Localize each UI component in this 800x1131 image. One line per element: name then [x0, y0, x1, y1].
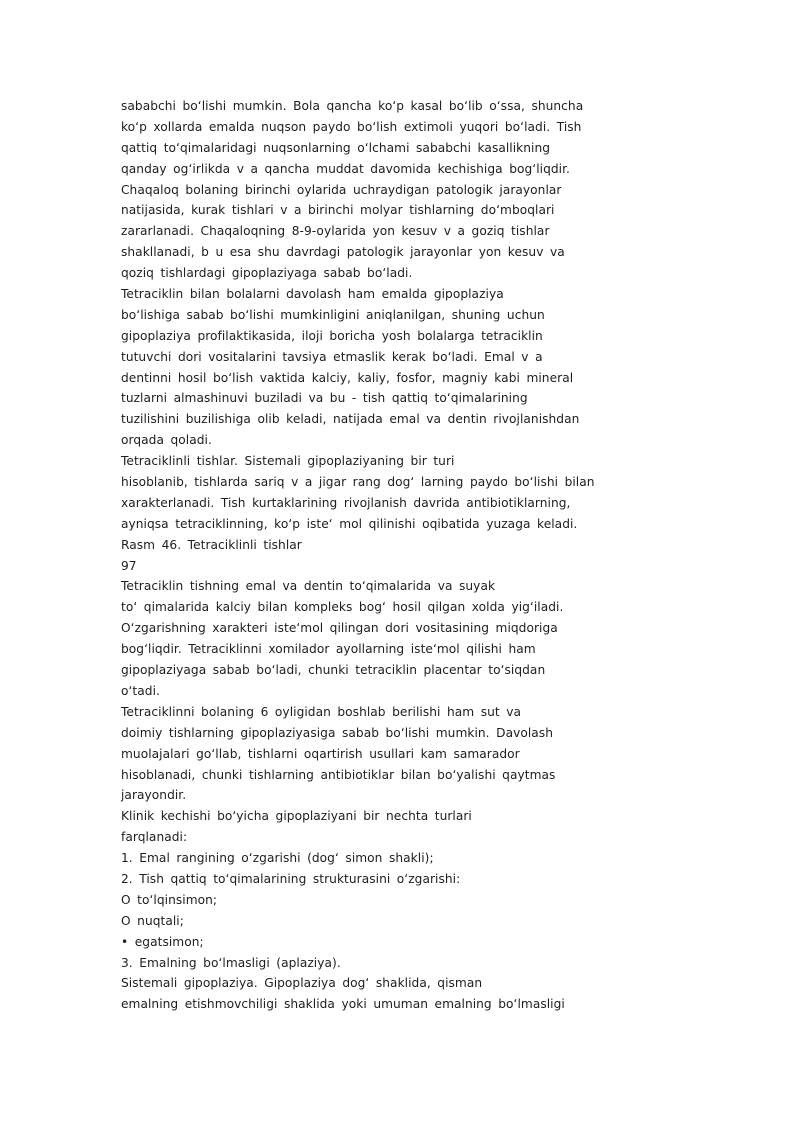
text-line: tuzlarni almashinuvi buziladi va bu - tish qattiq to‘qimalarining — [121, 391, 528, 406]
text-line: ko‘p xollarda emalda nuqson paydo bo‘lish extimoli yuqori bo‘ladi. Tish — [121, 119, 582, 134]
text-line: shakllanadi, b u esa shu davrdagi patologik jarayonlar yon kesuv va — [121, 245, 565, 260]
text-line: qattiq to‘qimalaridagi nuqsonlarning o‘lchami sababchi kasallikning — [121, 140, 551, 155]
text-line: bo‘lishiga sabab bo‘lishi mumkinligini aniqlanilgan, shuning uchun — [121, 307, 545, 322]
list-item: • egatsimon; — [121, 934, 204, 949]
text-line: gipoplaziya profilaktikasida, iloji boricha yosh bolalarga tetraciklin — [121, 328, 543, 343]
text-line: hisoblanadi, chunki tishlarning antibiotiklar bilan bo‘yalishi qaytmas — [121, 767, 556, 782]
text-line: Tetraciklin tishning emal va dentin to‘qimalarida va suyak — [121, 579, 496, 594]
text-line: qanday og‘irlikda v a qancha muddat davomida kechishiga bog‘liqdir. — [121, 161, 570, 176]
text-line: qoziq tishlardagi gipoplaziyaga sabab bo‘ladi. — [121, 266, 413, 281]
text-line: O‘zgarishning xarakteri iste‘mol qilingan dori vositasining miqdoriga — [121, 621, 558, 636]
body-text — [121, 96, 595, 1015]
figure-caption: Rasm 46. Tetraciklinli tishlar — [121, 537, 302, 552]
text-line: to‘ qimalarida kalciy bilan kompleks bog‘ hosil qilgan xolda yig‘iladi. — [121, 600, 564, 615]
text-line: Sistemali gipoplaziya. Gipoplaziya dog‘ shaklida, qisman — [121, 976, 483, 991]
list-item: 3. Emalning bo‘lmasligi (aplaziya). — [121, 955, 341, 970]
text-line: Chaqaloq bolaning birinchi oylarida uchraydigan patologik jarayonlar — [121, 182, 562, 197]
text-line: hisoblanib, tishlarda sariq v a jigar rang dog‘ larning paydo bo‘lishi bilan — [121, 475, 595, 490]
text-line: Tetraciklinni bolaning 6 oyligidan boshlab berilishi ham sut va — [121, 704, 522, 719]
list-item: 1. Emal rangining o‘zgarishi (dog‘ simon shakli); — [121, 851, 434, 866]
list-item: O to‘lqinsimon; — [121, 892, 218, 907]
text-line: Tetraciklin bilan bolalarni davolash ham emalda gipoplaziya — [121, 287, 504, 302]
text-line: emalning etishmovchiligi shaklida yoki umuman emalning bo‘lmasligi — [121, 997, 565, 1012]
text-line: Tetraciklinli tishlar. Sistemali gipoplaziyaning bir turi — [121, 454, 455, 469]
text-line: jarayondir. — [121, 788, 187, 803]
text-line: tuzilishini buzilishiga olib keladi, natijada emal va dentin rivojlanishdan — [121, 412, 580, 427]
text-line: natijasida, kurak tishlari v a birinchi molyar tishlarning do‘mboqlari — [121, 203, 555, 218]
text-line: muolajalari go‘llab, tishlarni oqartirish usullari kam samarador — [121, 746, 520, 761]
text-line: gipoplaziyaga sabab bo‘ladi, chunki tetraciklin placentar to‘siqdan — [121, 663, 546, 678]
text-line: tutuvchi dori vositalarini tavsiya etmaslik kerak bo‘ladi. Emal v a — [121, 349, 543, 364]
text-line: xarakterlanadi. Tish kurtaklarining rivojlanish davrida antibiotiklarning, — [121, 495, 571, 510]
text-line: sababchi bo‘lishi mumkin. Bola qancha ko‘p kasal bo‘lib o‘ssa, shuncha — [121, 99, 584, 113]
text-line: doimiy tishlarning gipoplaziyasiga sabab bo‘lishi mumkin. Davolash — [121, 725, 553, 740]
text-line: dentinni hosil bo‘lish vaktida kalciy, kaliy, fosfor, magniy kabi mineral — [121, 370, 574, 385]
text-line: farqlanadi: — [121, 830, 188, 845]
page-number: 97 — [121, 558, 137, 573]
text-line: o‘tadi. — [121, 683, 160, 698]
text-line: orqada qoladi. — [121, 433, 212, 448]
text-line: Klinik kechishi bo‘yicha gipoplaziyani bir nechta turlari — [121, 809, 472, 824]
text-line: bog‘liqdir. Tetraciklinni xomilador ayollarning iste‘mol qilishi ham — [121, 642, 536, 657]
list-item: O nuqtali; — [121, 913, 184, 928]
text-line: zararlanadi. Chaqaloqning 8-9-oylarida yon kesuv v a goziq tishlar — [121, 224, 550, 239]
list-item: 2. Tish qattiq to‘qimalarining strukturasini o‘zgarishi: — [121, 871, 461, 886]
text-line: ayniqsa tetraciklinning, ko‘p iste‘ mol qilinishi oqibatida yuzaga keladi. — [121, 516, 578, 531]
